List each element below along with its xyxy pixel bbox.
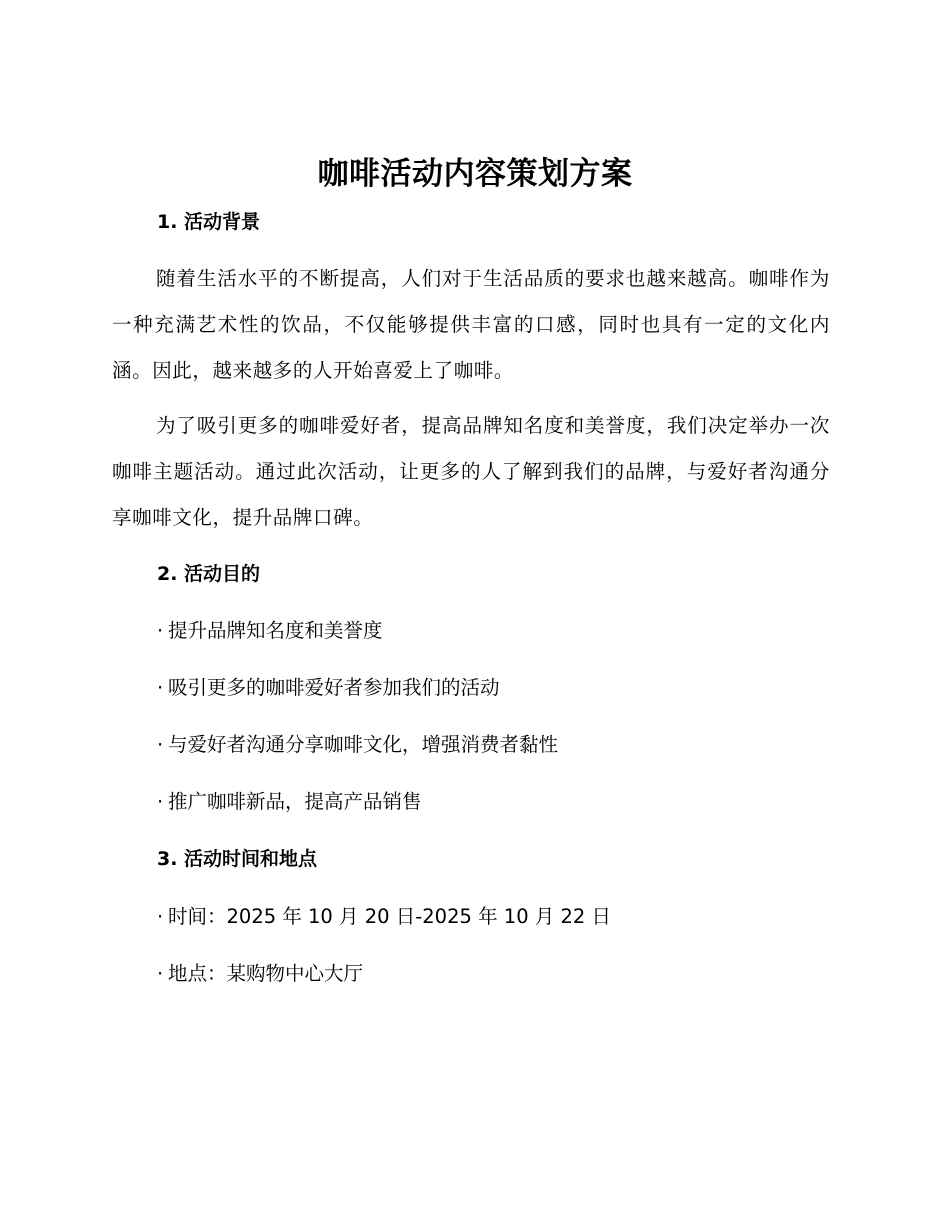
paragraph-background-1: 随着生活水平的不断提高，人们对于生活品质的要求也越来越高。咖啡作为一种充满艺术性的饮品，不仅能够提供丰富的口感，同时也具有一定的文化内涵。因此，越来越多的人开始喜爱上了咖啡。 — [112, 267, 830, 382]
list-item-text: 地点：某购物中心大厅 — [168, 962, 364, 985]
bullet-marker: · — [157, 905, 164, 928]
list-item-text: 时间：2025 年 10 月 20 日-2025 年 10 月 22 日 — [168, 905, 612, 928]
list-item — [157, 731, 558, 759]
list-item-text: 提升品牌知名度和美誉度 — [168, 619, 383, 642]
section-heading-purpose: 2. 活动目的 — [157, 563, 261, 585]
bullet-marker: · — [157, 790, 164, 813]
list-item-text: 与爱好者沟通分享咖啡文化，增强消费者黏性 — [168, 733, 559, 756]
list-item-text: 推广咖啡新品，提高产品销售 — [168, 790, 422, 813]
paragraph-background-2: 为了吸引更多的咖啡爱好者，提高品牌知名度和美誉度，我们决定举办一次咖啡主题活动。通过此次活动，让更多的人了解到我们的品牌，与爱好者沟通分享咖啡文化，提升品牌口碑。 — [112, 414, 830, 529]
list-item — [157, 674, 500, 702]
list-item-text: 吸引更多的咖啡爱好者参加我们的活动 — [168, 676, 500, 699]
bullet-marker: · — [157, 962, 164, 985]
list-item — [157, 788, 422, 816]
bullet-marker: · — [157, 676, 164, 699]
list-item — [157, 617, 383, 645]
list-item — [157, 903, 611, 931]
bullet-marker: · — [157, 733, 164, 756]
list-item — [157, 960, 363, 988]
section-heading-background: 1. 活动背景 — [157, 211, 261, 233]
bullet-marker: · — [157, 619, 164, 642]
document-title: 咖啡活动内容策划方案 — [317, 156, 633, 192]
section-heading-time-place: 3. 活动时间和地点 — [157, 848, 318, 870]
